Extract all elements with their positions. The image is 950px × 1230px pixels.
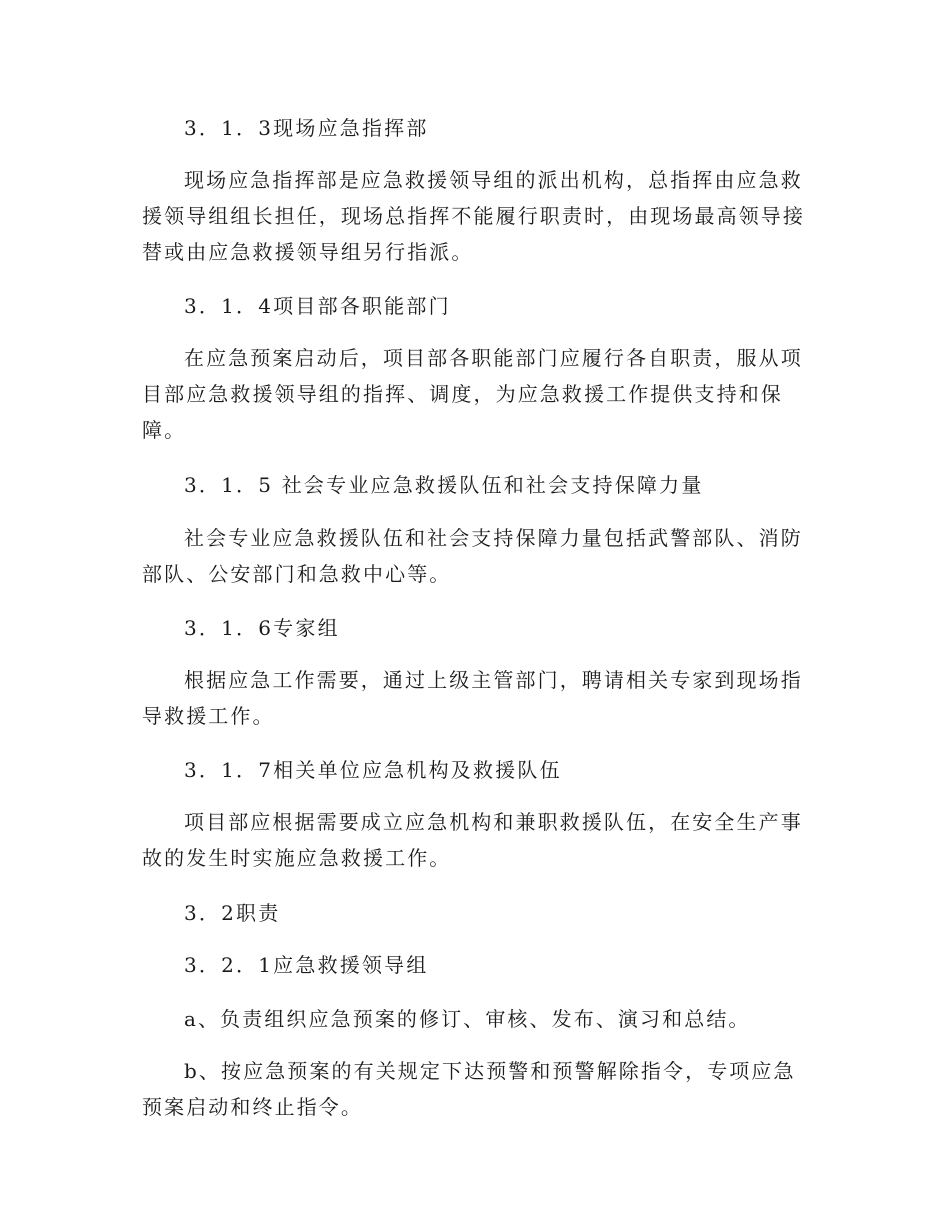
section-heading-3-1-5: 3．1．5 社会专业应急救援队伍和社会支持保障力量 bbox=[184, 473, 704, 497]
paragraph-line: b、按应急预案的有关规定下达预警和预警解除指令，专项应急 bbox=[184, 1059, 796, 1083]
section-heading-3-1-6: 3．1．6专家组 bbox=[184, 616, 340, 640]
paragraph-line: 障。 bbox=[142, 418, 187, 442]
paragraph-line: 导救援工作。 bbox=[142, 704, 275, 728]
paragraph-line: 在应急预案启动后，项目部各职能部门应履行各自职责，服从项 bbox=[184, 346, 803, 370]
section-heading-3-2: 3．2职责 bbox=[184, 901, 281, 925]
section-heading-3-2-1: 3．2．1应急救援领导组 bbox=[184, 953, 429, 977]
paragraph-line: 项目部应根据需要成立应急机构和兼职救援队伍，在安全生产事 bbox=[184, 810, 803, 834]
paragraph-line: a、负责组织应急预案的修订、审核、发布、演习和总结。 bbox=[184, 1007, 751, 1031]
paragraph-line: 根据应急工作需要，通过上级主管部门，聘请相关专家到现场指 bbox=[184, 668, 803, 692]
paragraph-line: 援领导组组长担任，现场总指挥不能履行职责时，由现场最高领导接 bbox=[142, 204, 805, 228]
paragraph-line: 预案启动和终止指令。 bbox=[142, 1095, 363, 1119]
paragraph-line: 故的发生时实施应急救援工作。 bbox=[142, 846, 452, 870]
paragraph-line: 社会专业应急救援队伍和社会支持保障力量包括武警部队、消防 bbox=[184, 526, 803, 550]
section-heading-3-1-3: 3．1．3现场应急指挥部 bbox=[184, 116, 429, 140]
section-heading-3-1-7: 3．1．7相关单位应急机构及救援队伍 bbox=[184, 758, 562, 782]
section-heading-3-1-4: 3．1．4项目部各职能部门 bbox=[184, 294, 451, 318]
paragraph-line: 现场应急指挥部是应急救援领导组的派出机构，总指挥由应急救 bbox=[184, 168, 803, 192]
paragraph-line: 目部应急救援领导组的指挥、调度，为应急救援工作提供支持和保 bbox=[142, 382, 783, 406]
paragraph-line: 部队、公安部门和急救中心等。 bbox=[142, 562, 452, 586]
paragraph-line: 替或由应急救援领导组另行指派。 bbox=[142, 240, 474, 264]
